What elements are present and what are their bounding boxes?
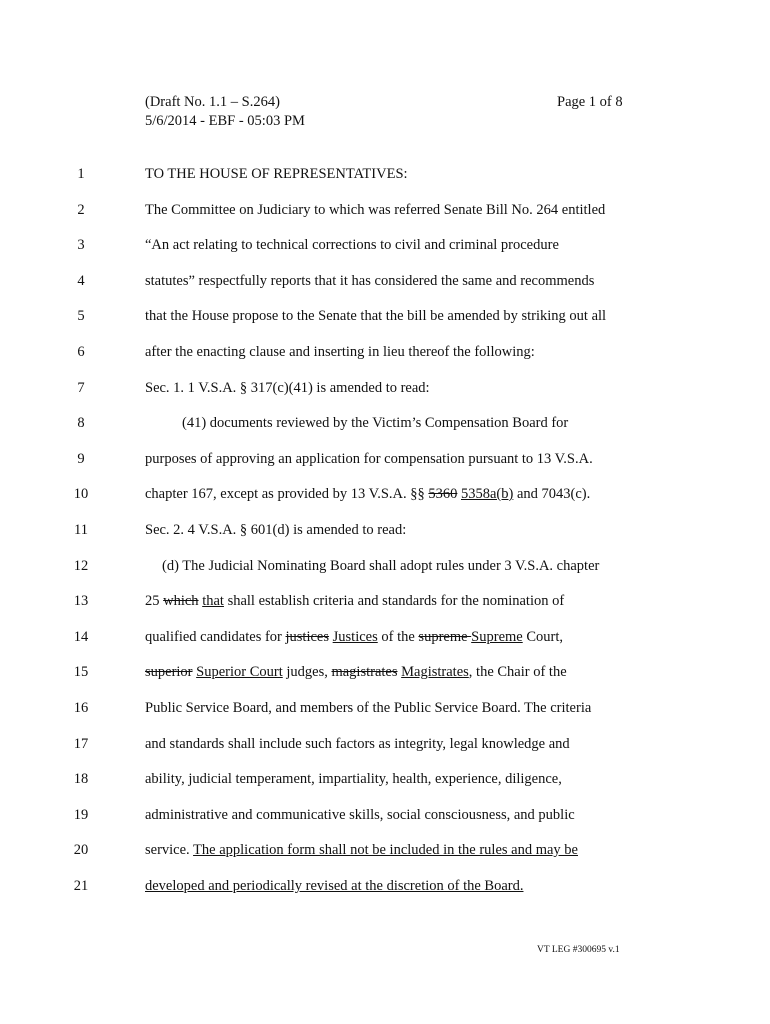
deleted-text: justices xyxy=(285,629,330,645)
line-number: 3 xyxy=(77,237,85,253)
text-segment: judges, xyxy=(282,664,332,680)
line-text xyxy=(145,202,605,219)
line-text xyxy=(145,451,593,468)
text-segment: and standards shall include such factors as integrity, legal knowledge and xyxy=(145,736,570,752)
line-number: 17 xyxy=(73,736,89,752)
line-text xyxy=(162,558,599,575)
text-segment: after the enacting clause and inserting in lieu thereof the following: xyxy=(145,344,535,360)
inserted-text: Justices xyxy=(332,629,378,645)
line-number: 11 xyxy=(74,522,88,538)
inserted-text: The application form shall not be included in the rules and may be xyxy=(193,842,578,858)
text-segment: chapter 167, except as provided by 13 V.S.A. §§ xyxy=(145,486,429,502)
line-number: 13 xyxy=(73,593,89,609)
inserted-text: Superior Court xyxy=(196,664,283,680)
line-text xyxy=(145,878,523,895)
line-number: 18 xyxy=(73,771,89,787)
line-number: 14 xyxy=(73,629,89,645)
text-segment: Court, xyxy=(522,629,563,645)
line-text xyxy=(145,486,590,503)
line-number: 16 xyxy=(73,700,89,716)
line-number: 5 xyxy=(77,308,85,324)
deleted-text: which xyxy=(163,593,199,609)
line-text xyxy=(145,308,606,325)
line-text xyxy=(145,664,567,681)
text-segment: Sec. 2. 4 V.S.A. § 601(d) is amended to read: xyxy=(145,522,407,538)
line-number: 2 xyxy=(77,202,85,218)
text-segment: Sec. 1. 1 V.S.A. § 317(c)(41) is amended to read: xyxy=(145,380,430,396)
line-number: 20 xyxy=(73,842,89,858)
line-text xyxy=(145,807,575,824)
text-segment: qualified candidates for xyxy=(145,629,286,645)
text-segment: , the Chair of the xyxy=(468,664,567,680)
line-text xyxy=(145,629,563,646)
line-text xyxy=(145,344,535,361)
text-segment: purposes of approving an application for compensation pursuant to 13 V.S.A. xyxy=(145,451,593,467)
text-segment: “An act relating to technical corrections to civil and criminal procedure xyxy=(145,237,559,253)
line-text xyxy=(145,700,591,717)
line-text xyxy=(145,842,578,859)
text-segment: ability, judicial temperament, impartiality, health, experience, diligence, xyxy=(145,771,562,787)
text-segment: of the xyxy=(377,629,419,645)
text-segment: shall establish criteria and standards for the nomination of xyxy=(223,593,565,609)
text-segment: that the House propose to the Senate that the bill be amended by striking out all xyxy=(145,308,607,324)
text-segment: The Committee on Judiciary to which was referred Senate Bill No. 264 entitled xyxy=(145,202,606,218)
line-number: 7 xyxy=(77,380,85,396)
line-text xyxy=(145,522,406,539)
line-number: 21 xyxy=(73,878,89,894)
line-text xyxy=(145,736,570,753)
inserted-text: Magistrates xyxy=(401,664,469,680)
line-text xyxy=(145,273,594,290)
line-number: 8 xyxy=(77,415,85,431)
text-segment: Public Service Board, and members of the Public Service Board. The criteria xyxy=(145,700,592,716)
line-text xyxy=(145,380,430,397)
text-segment: (d) The Judicial Nominating Board shall adopt rules under 3 V.S.A. chapter xyxy=(162,558,600,574)
line-text xyxy=(145,593,564,610)
line-text xyxy=(145,166,408,183)
text-segment: statutes” respectfully reports that it has considered the same and recommends xyxy=(145,273,595,289)
inserted-text: that xyxy=(202,593,224,609)
deleted-text: superior xyxy=(145,664,193,680)
line-number: 12 xyxy=(73,558,89,574)
inserted-text: 5358a(b) xyxy=(461,486,514,502)
text-segment: administrative and communicative skills, social consciousness, and public xyxy=(145,807,575,823)
deleted-text: 5360 xyxy=(428,486,458,502)
deleted-text: supreme xyxy=(418,629,472,645)
line-number: 1 xyxy=(77,166,85,182)
draft-number: (Draft No. 1.1 – S.264) xyxy=(145,94,280,110)
draft-date: 5/6/2014 - EBF - 05:03 PM xyxy=(145,113,305,129)
deleted-text: magistrates xyxy=(331,664,398,680)
line-text xyxy=(145,237,559,254)
line-text xyxy=(145,771,562,788)
text-segment: (41) documents reviewed by the Victim’s Compensation Board for xyxy=(182,415,569,431)
line-number: 19 xyxy=(73,807,89,823)
footer-doc-id: VT LEG #300695 v.1 xyxy=(537,945,620,955)
line-number: 9 xyxy=(77,451,85,467)
page-number: Page 1 of 8 xyxy=(557,94,623,110)
line-number: 15 xyxy=(73,664,89,680)
inserted-text: Supreme xyxy=(471,629,523,645)
text-segment: TO THE HOUSE OF REPRESENTATIVES: xyxy=(145,166,408,182)
line-number: 6 xyxy=(77,344,85,360)
inserted-text: developed and periodically revised at the discretion of the Board. xyxy=(145,878,524,894)
line-number: 4 xyxy=(77,273,85,289)
text-segment: and 7043(c). xyxy=(513,486,591,502)
text-segment: service. xyxy=(145,842,194,858)
text-segment: 25 xyxy=(145,593,164,609)
line-number: 10 xyxy=(73,486,89,502)
line-text xyxy=(182,415,568,432)
